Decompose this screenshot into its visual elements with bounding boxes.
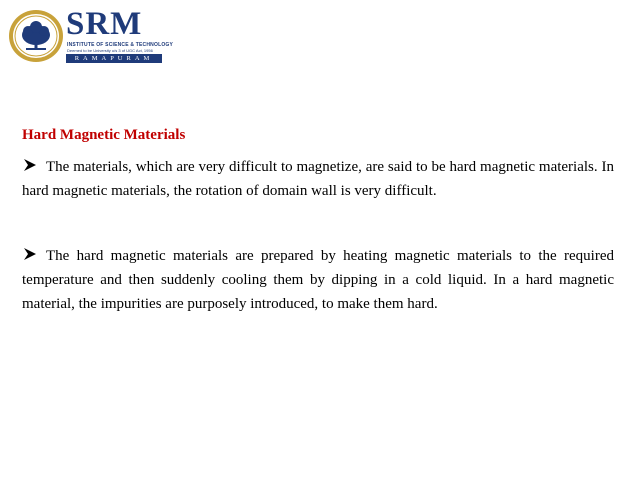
- bullet-text: The materials, which are very difficult to magnetize, are said to be hard magnetic materials. In hard magnetic materials, the rotation of domain wall is very difficult.: [22, 159, 614, 199]
- brand-campus: RAMAPURAM: [66, 54, 162, 63]
- brand-name: SRM: [66, 6, 143, 42]
- bullet-item: [22, 244, 614, 316]
- university-seal-icon: [8, 9, 64, 63]
- arrow-bullet-icon: [22, 158, 38, 172]
- brand-wordmark: [66, 6, 174, 63]
- srm-logo: [8, 6, 174, 63]
- bullet-text: The hard magnetic materials are prepared by heating magnetic materials to the required temperature and then suddenly cooling them by dipping in a cold liquid. In a hard magnetic material, the impurities are purposely introduced, to make them hard.: [22, 248, 614, 312]
- bullet-item: [22, 155, 614, 203]
- arrow-bullet-icon: [22, 247, 38, 261]
- brand-tagline: Deemed to be University u/s 3 of UGC Act, 1956: [67, 48, 153, 53]
- slide-heading: Hard Magnetic Materials: [22, 127, 186, 143]
- brand-subtitle: INSTITUTE OF SCIENCE & TECHNOLOGY: [67, 42, 174, 48]
